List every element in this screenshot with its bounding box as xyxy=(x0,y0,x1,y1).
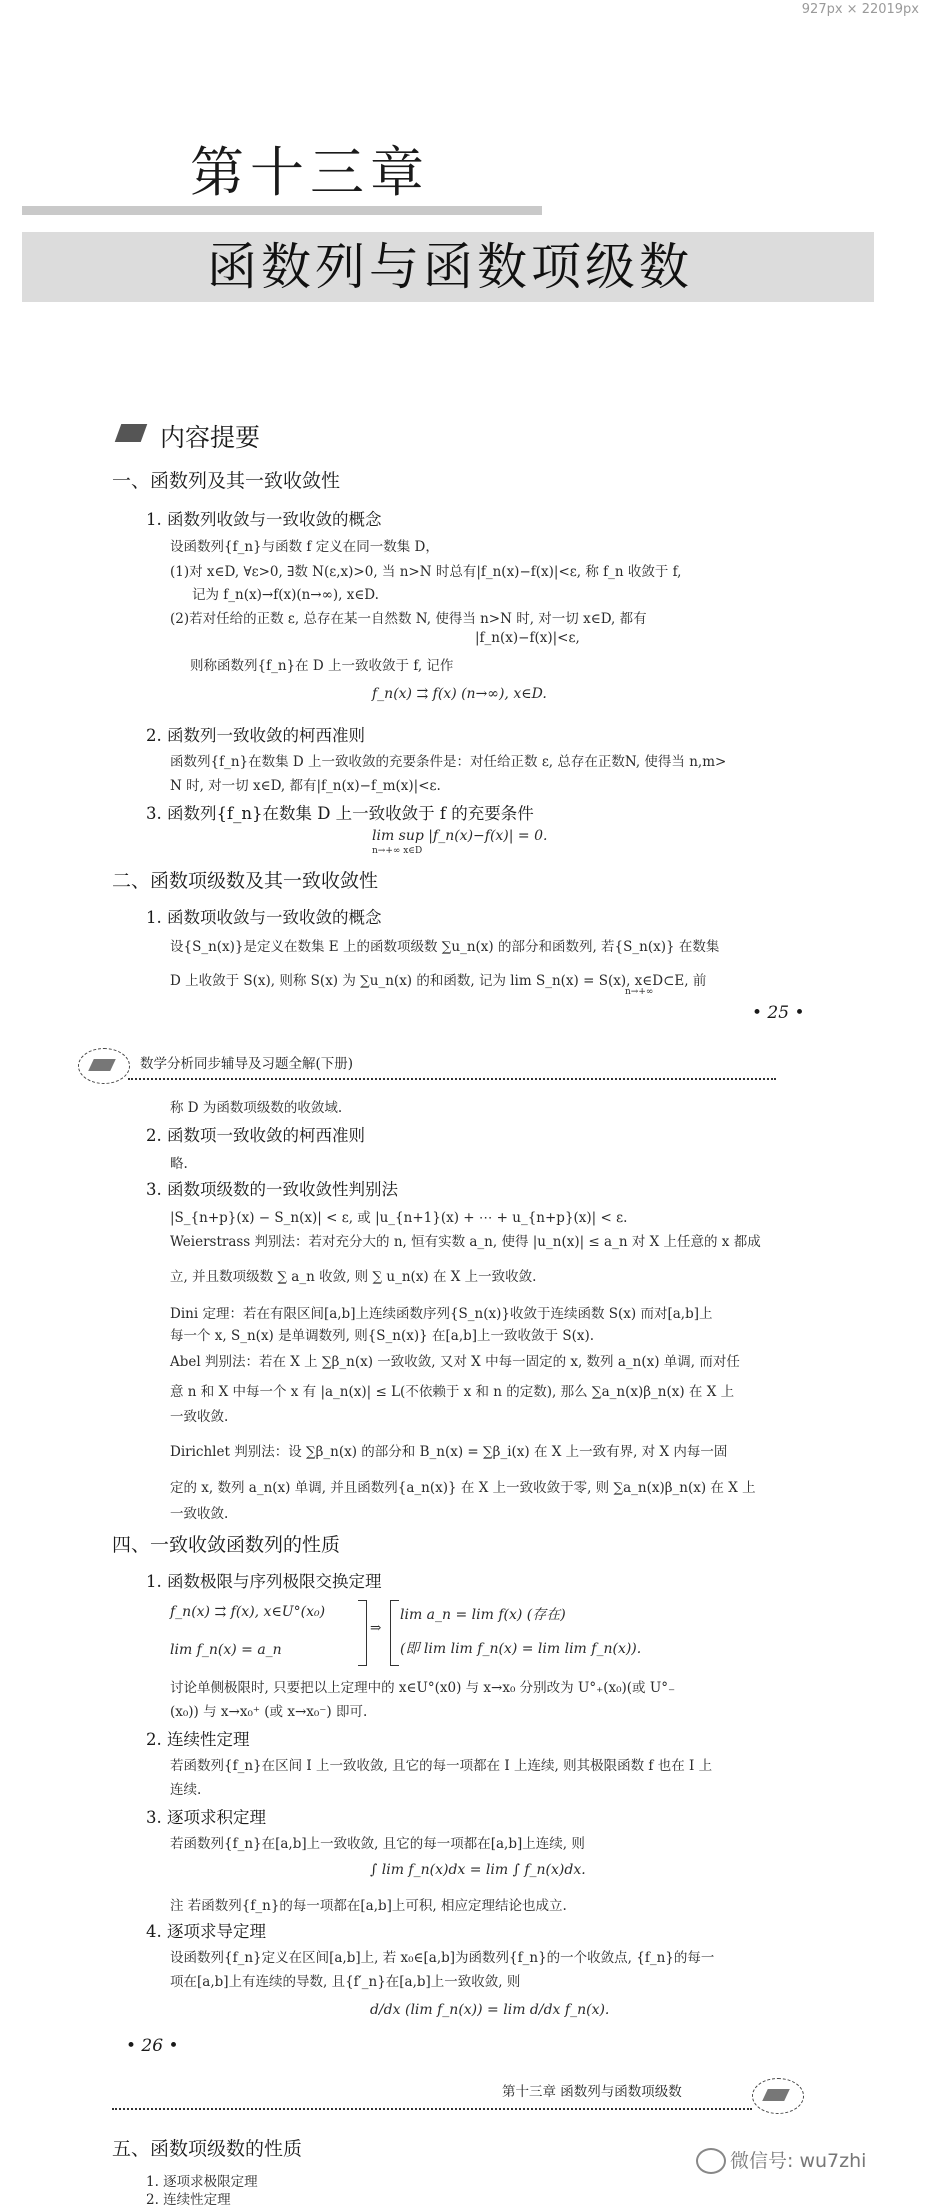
section-1-heading: 一、函数列及其一致收敛性 xyxy=(112,470,341,492)
s4-line-5: 若函数列{f_n}在[a,b]上一致收敛, 且它的每一项都在[a,b]上连续, 则 xyxy=(170,1836,585,1852)
s5-line-1: 1. 逐项求极限定理 xyxy=(146,2174,258,2190)
s1-subheading-3: 3. 函数列{f_n}在数集 D 上一致收敛于 f 的充要条件 xyxy=(146,804,534,823)
s3-line-7: 每一个 x, S_n(x) 是单调数列, 则{S_n(x)} 在[a,b]上一致收敛于 S(x). xyxy=(170,1328,595,1344)
s3-line-5: 立, 并且数项级数 ∑ a_n 收敛, 则 ∑ u_n(x) 在 X 上一致收敛. xyxy=(170,1269,537,1285)
s4-line-6: 注 若函数列{f_n}的每一项都在[a,b]上可积, 相应定理结论也成立. xyxy=(170,1898,567,1914)
implies-arrow: ⇒ xyxy=(370,1620,382,1636)
watermark-text: 微信号: wu7zhi xyxy=(730,2150,867,2172)
s2-line-2: D 上收敛于 S(x), 则称 S(x) 为 ∑u_n(x) 的和函数, 记为 lim S_n(x) = S(x), x∈D⊂E, 前 xyxy=(170,973,707,989)
page-number-25: • 25 • xyxy=(752,1003,805,1023)
summary-title: 内容提要 xyxy=(160,423,261,452)
s3-line-4: Weierstrass 判别法：若对充分大的 n, 恒有实数 a_n, 使得 |u_n(x)| ≤ a_n 对 X 上任意的 x 都成 xyxy=(170,1234,761,1250)
s4-formula-2: ∫ lim f_n(x)dx = lim ∫ f_n(x)dx. xyxy=(370,1862,586,1878)
s4-subheading-1: 1. 函数极限与序列极限交换定理 xyxy=(146,1572,382,1591)
s1-line-8: N 时, 对一切 x∈D, 都有|f_n(x)−f_m(x)|<ε. xyxy=(170,778,441,794)
brace xyxy=(358,1600,367,1666)
s3-line-2: 略. xyxy=(170,1156,188,1172)
s1-line-5: |f_n(x)−f(x)|<ε, xyxy=(475,630,580,646)
s1-subheading-2: 2. 函数列一致收敛的柯西准则 xyxy=(146,726,365,745)
s3-line-10: 一致收敛. xyxy=(170,1409,229,1425)
s4-formula-3: d/dx (lim f_n(x)) = lim d/dx f_n(x). xyxy=(370,2002,610,2018)
s3-subheading-1: 2. 函数项一致收敛的柯西准则 xyxy=(146,1126,365,1145)
s4-line-3: 若函数列{f_n}在区间 I 上一致收敛, 且它的每一项都在 I 上连续, 则其极限函数 f 也在 I 上 xyxy=(170,1758,713,1774)
running-header-right: 第十三章 函数列与函数项级数 xyxy=(502,2084,682,2100)
s3-line-6: Dini 定理：若在有限区间[a,b]上连续函数序列{S_n(x)}收敛于连续函数 S(x) 而对[a,b]上 xyxy=(170,1306,713,1322)
s4-formula-1a: f_n(x) ⇉ f(x), x∈U°(x₀) xyxy=(170,1604,326,1620)
chapter-number: 第十三章 xyxy=(190,141,430,204)
section-4-heading: 四、一致收敛函数列的性质 xyxy=(112,1534,341,1556)
s3-line-3: |S_{n+p}(x) − S_n(x)| < ε, 或 |u_{n+1}(x) + ⋯ + u_{n+p}(x)| < ε. xyxy=(170,1210,628,1226)
s1-line-1: 设函数列{f_n}与函数 f 定义在同一数集 D， xyxy=(170,539,439,555)
s2-subheading-1: 1. 函数项收敛与一致收敛的概念 xyxy=(146,908,382,927)
s1-line-7: 函数列{f_n}在数集 D 上一致收敛的充要条件是：对任给正数 ε, 总存在正数N, 使得当 n,m> xyxy=(170,754,727,770)
chapter-rule xyxy=(22,206,542,215)
s4-formula-1b: lim f_n(x) = a_n xyxy=(170,1642,282,1658)
s4-formula-1c: lim a_n = lim f(x) (存在) xyxy=(400,1607,566,1623)
s2-line-2-subscript: n→+∞ xyxy=(625,987,654,997)
s1-subheading-1: 1. 函数列收敛与一致收敛的概念 xyxy=(146,510,382,529)
s4-line-4: 连续. xyxy=(170,1782,202,1798)
s4-subheading-4: 4. 逐项求导定理 xyxy=(146,1922,266,1941)
s3-subheading-2: 3. 函数项级数的一致收敛性判别法 xyxy=(146,1180,398,1199)
s4-line-1: 讨论单侧极限时, 只要把以上定理中的 x∈U°(x0) 与 x→x₀ 分别改为 U°₊(x₀)(或 U°₋ xyxy=(170,1680,676,1696)
page-number-26: • 26 • xyxy=(126,2036,179,2056)
s5-line-2: 2. 连续性定理 xyxy=(146,2192,231,2208)
s3-line-13: 一致收敛. xyxy=(170,1506,229,1522)
s1-line-3: 记为 f_n(x)→f(x)(n→∞), x∈D. xyxy=(192,587,379,603)
s1-formula-1: f_n(x) ⇉ f(x) (n→∞), x∈D. xyxy=(372,686,547,702)
section-2-heading: 二、函数项级数及其一致收敛性 xyxy=(112,870,379,892)
book-emblem-icon xyxy=(78,1048,130,1084)
s3-line-1: 称 D 为函数项级数的收敛域. xyxy=(170,1100,343,1116)
wechat-icon xyxy=(696,2148,726,2174)
s4-line-2: (x₀)) 与 x→x₀⁺ (或 x→x₀⁻) 即可. xyxy=(170,1704,368,1720)
s4-formula-1d: (即 lim lim f_n(x) = lim lim f_n(x)). xyxy=(400,1641,642,1657)
s3-line-11: Dirichlet 判别法：设 ∑β_n(x) 的部分和 B_n(x) = ∑β_i(x) 在 X 上一致有界, 对 X 内每一固 xyxy=(170,1444,728,1460)
s4-line-7: 设函数列{f_n}定义在区间[a,b]上, 若 x₀∈[a,b]为函数列{f_n}的一个收敛点, {f_n}的每一 xyxy=(170,1950,715,1966)
s4-line-8: 项在[a,b]上有连续的导数, 且{f′_n}在[a,b]上一致收敛, 则 xyxy=(170,1974,521,1990)
book-emblem-icon-right xyxy=(752,2078,804,2114)
s2-line-1: 设{S_n(x)}是定义在数集 E 上的函数项级数 ∑u_n(x) 的部分和函数列, 若{S_n(x)} 在数集 xyxy=(170,939,720,955)
footer-dotted-rule xyxy=(112,2108,752,2110)
page-size-label: 927px × 22019px xyxy=(801,2,919,17)
chapter-title: 函数列与函数项级数 xyxy=(207,238,693,296)
s4-subheading-3: 3. 逐项求积定理 xyxy=(146,1808,266,1827)
book-icon xyxy=(115,424,148,442)
header-dotted-rule xyxy=(128,1078,776,1080)
s3-line-8: Abel 判别法：若在 X 上 ∑β_n(x) 一致收敛, 又对 X 中每一固定的 x, 数列 a_n(x) 单调, 而对任 xyxy=(170,1354,740,1370)
s1-line-4: (2)若对任给的正数 ε, 总存在某一自然数 N, 使得当 n>N 时, 对一切 x∈D, 都有 xyxy=(170,611,647,627)
running-header-left: 数学分析同步辅导及习题全解(下册) xyxy=(140,1056,354,1072)
s4-subheading-2: 2. 连续性定理 xyxy=(146,1730,250,1749)
s3-line-12: 定的 x, 数列 a_n(x) 单调, 并且函数列{a_n(x)} 在 X 上一致收敛于零, 则 ∑a_n(x)β_n(x) 在 X 上 xyxy=(170,1480,756,1496)
s1-line-6: 则称函数列{f_n}在 D 上一致收敛于 f, 记作 xyxy=(190,658,454,674)
section-5-heading: 五、函数项级数的性质 xyxy=(112,2138,303,2160)
brace-right xyxy=(390,1600,399,1666)
s3-line-9: 意 n 和 X 中每一个 x 有 |a_n(x)| ≤ L(不依赖于 x 和 n 的定数), 那么 ∑a_n(x)β_n(x) 在 X 上 xyxy=(170,1384,735,1400)
s1-formula-2-subscript: n→+∞ x∈D xyxy=(372,846,423,856)
s1-line-2: (1)对 x∈D, ∀ε>0, ∃数 N(ε,x)>0, 当 n>N 时总有|f_n(x)−f(x)|<ε, 称 f_n 收敛于 f, xyxy=(170,564,682,580)
s1-formula-2: lim sup |f_n(x)−f(x)| = 0. xyxy=(372,828,548,844)
